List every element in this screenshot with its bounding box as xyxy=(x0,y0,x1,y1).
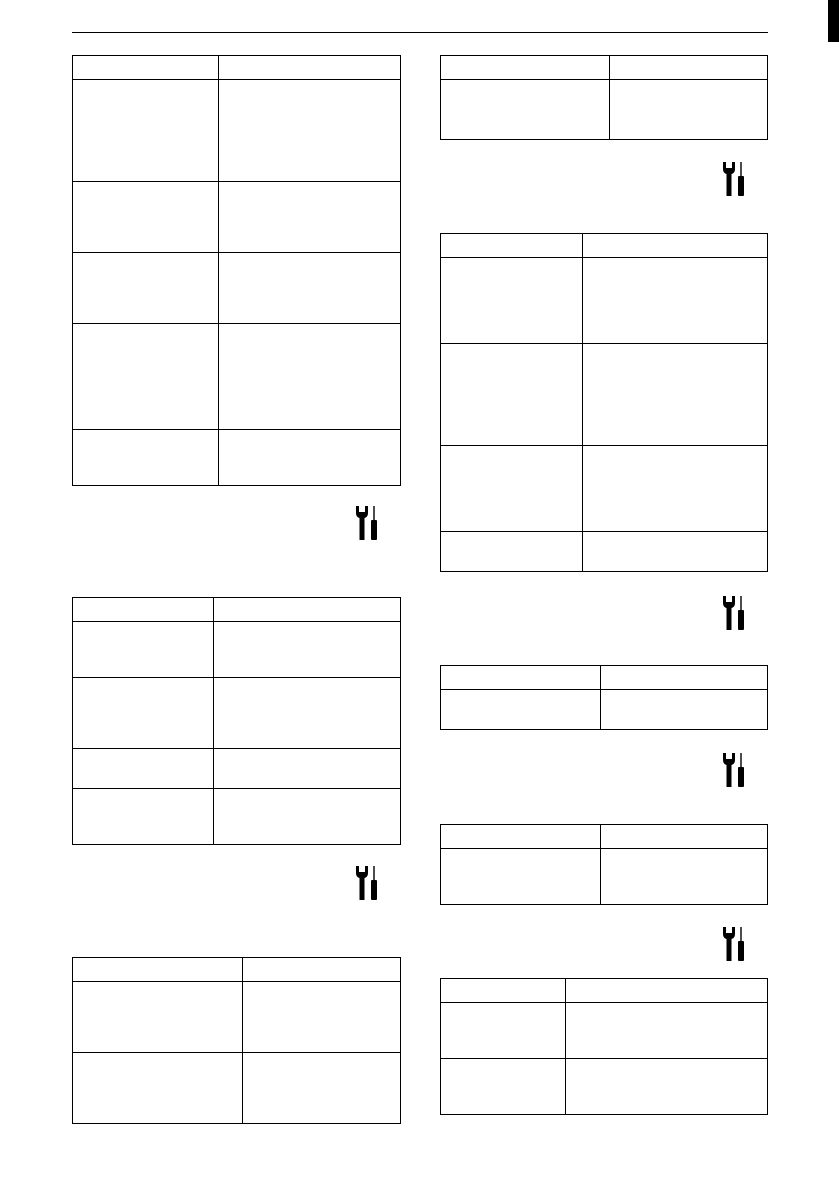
table-cell xyxy=(73,324,219,430)
table-row xyxy=(73,622,401,678)
spec-table-6 xyxy=(440,665,768,730)
table-row xyxy=(441,80,768,140)
table-cell xyxy=(73,678,214,749)
tools-icon xyxy=(354,506,380,540)
table-cell xyxy=(583,258,768,344)
table-cell xyxy=(566,1003,768,1059)
table-row xyxy=(73,789,401,845)
table-cell xyxy=(219,324,401,430)
table-header-row xyxy=(441,825,768,849)
table-cell xyxy=(441,690,601,730)
table-cell xyxy=(73,789,214,845)
table-cell xyxy=(441,80,610,140)
table-row xyxy=(73,1053,401,1124)
table-cell xyxy=(219,430,401,486)
table-cell xyxy=(441,532,583,572)
table-header-cell xyxy=(219,56,401,80)
tools-icon xyxy=(721,753,747,787)
table-cell xyxy=(583,532,768,572)
header-rule xyxy=(72,32,768,33)
table-header-row xyxy=(441,979,768,1003)
table-row xyxy=(73,324,401,430)
table-cell xyxy=(441,258,583,344)
table-header-cell xyxy=(73,958,243,982)
table-row xyxy=(441,1003,768,1059)
tools-icon xyxy=(721,162,747,196)
table-header-cell xyxy=(583,234,768,258)
table-cell xyxy=(73,253,219,324)
table-row xyxy=(441,532,768,572)
table-cell xyxy=(73,1053,243,1124)
table-cell xyxy=(73,749,214,789)
table-cell xyxy=(601,690,768,730)
spec-table-5 xyxy=(440,233,768,572)
table-row xyxy=(441,446,768,532)
table-cell xyxy=(566,1059,768,1115)
table-header-row xyxy=(73,56,401,80)
spec-table-7 xyxy=(440,824,768,905)
table-header-row xyxy=(73,598,401,622)
spec-table-4 xyxy=(440,55,768,140)
table-cell xyxy=(73,982,243,1053)
table-header-cell xyxy=(73,56,219,80)
page-edge-marker xyxy=(828,0,839,42)
table-row xyxy=(441,690,768,730)
table-cell xyxy=(441,1059,566,1115)
table-cell xyxy=(583,446,768,532)
table-header-cell xyxy=(441,666,601,690)
table-header-cell xyxy=(214,598,401,622)
table-row xyxy=(73,80,401,182)
table-header-row xyxy=(73,958,401,982)
table-row xyxy=(441,344,768,446)
table-header-cell xyxy=(601,825,768,849)
tools-icon xyxy=(721,596,747,630)
table-row xyxy=(73,749,401,789)
table-header-cell xyxy=(566,979,768,1003)
tools-icon xyxy=(721,927,747,961)
table-cell xyxy=(214,749,401,789)
tools-icon xyxy=(354,866,380,900)
table-cell xyxy=(441,1003,566,1059)
table-cell xyxy=(73,182,219,253)
table-header-cell xyxy=(441,979,566,1003)
table-cell xyxy=(214,789,401,845)
table-row xyxy=(441,849,768,905)
table-header-cell xyxy=(73,598,214,622)
table-row xyxy=(441,258,768,344)
table-row xyxy=(73,182,401,253)
spec-table-1 xyxy=(72,55,401,486)
spec-table-2 xyxy=(72,597,401,845)
table-header-cell xyxy=(243,958,401,982)
table-row xyxy=(73,430,401,486)
table-header-cell xyxy=(441,234,583,258)
table-cell xyxy=(243,1053,401,1124)
table-cell xyxy=(73,430,219,486)
table-row xyxy=(441,1059,768,1115)
table-cell xyxy=(441,344,583,446)
table-cell xyxy=(243,982,401,1053)
table-header-cell xyxy=(441,56,610,80)
table-cell xyxy=(219,80,401,182)
spec-table-8 xyxy=(440,978,768,1115)
table-row xyxy=(73,982,401,1053)
table-cell xyxy=(73,622,214,678)
spec-table-3 xyxy=(72,957,401,1124)
table-cell xyxy=(441,446,583,532)
table-header-row xyxy=(441,234,768,258)
table-cell xyxy=(214,678,401,749)
table-cell xyxy=(219,253,401,324)
table-row xyxy=(73,253,401,324)
table-cell xyxy=(610,80,768,140)
table-cell xyxy=(441,849,601,905)
table-header-cell xyxy=(441,825,601,849)
table-cell xyxy=(214,622,401,678)
table-header-cell xyxy=(601,666,768,690)
table-row xyxy=(73,678,401,749)
table-header-row xyxy=(441,56,768,80)
table-cell xyxy=(583,344,768,446)
table-header-row xyxy=(441,666,768,690)
table-cell xyxy=(601,849,768,905)
table-header-cell xyxy=(610,56,768,80)
table-cell xyxy=(219,182,401,253)
table-cell xyxy=(73,80,219,182)
